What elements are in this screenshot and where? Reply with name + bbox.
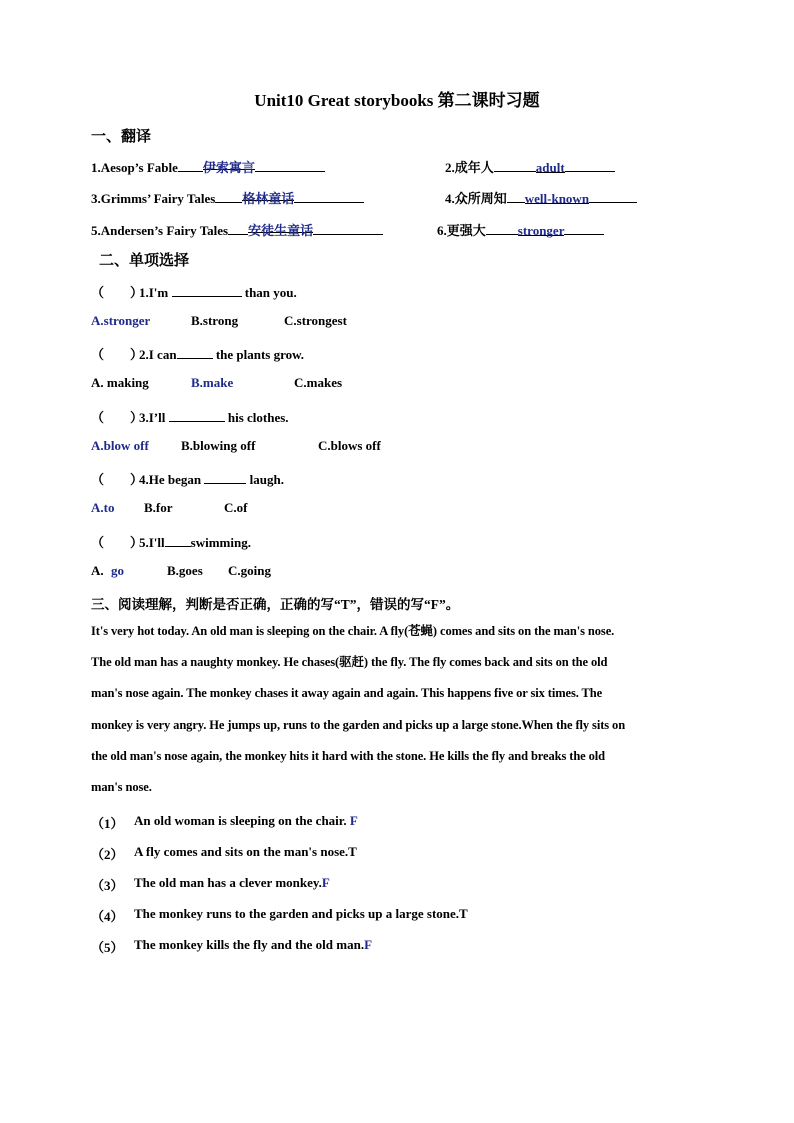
translation-item-2 xyxy=(445,157,615,176)
question-stem: 4.He began xyxy=(139,472,202,487)
answer-parentheses: （ ） xyxy=(91,410,144,425)
statement-text: The monkey runs to the garden and picks up a large stone. xyxy=(134,906,460,921)
passage-line: the old man's nose again, the monkey hits it hard with the stone. He kills the fly and breaks the old xyxy=(91,748,606,763)
statement-text: The old man has a clever monkey. xyxy=(134,875,322,890)
translation-item-4 xyxy=(445,188,637,207)
statement-answer: T xyxy=(348,844,357,859)
option-b: B.blowing off xyxy=(181,438,256,453)
option-c: C.going xyxy=(228,563,271,578)
answer-parentheses: （ ） xyxy=(91,472,144,487)
statement-answer: F xyxy=(349,813,358,828)
question-stem: 5.I'll xyxy=(139,535,165,550)
option-c: C.makes xyxy=(294,375,343,390)
mc-question-4 xyxy=(91,469,284,488)
option-a: A.stronger xyxy=(91,313,151,328)
statement-5 xyxy=(91,937,373,956)
option-c: C.blows off xyxy=(318,438,381,453)
mc-question-5 xyxy=(91,532,251,551)
mc-options-2 xyxy=(91,375,343,391)
translation-prompt: 6.更强大 xyxy=(437,223,486,238)
passage-line: The old man has a naughty monkey. He chases(驱赶) the fly. The fly comes back and sits on the old xyxy=(91,655,608,670)
statement-answer: F xyxy=(364,937,373,952)
question-stem: the plants grow. xyxy=(215,347,305,362)
page-title: Unit10 Great storybooks 第二课时习题 xyxy=(254,91,540,110)
statement-number: （1） xyxy=(91,816,124,831)
passage-line: man's nose. xyxy=(91,780,152,795)
translation-prompt: 5.Andersen’s Fairy Tales xyxy=(91,223,229,238)
question-stem: his clothes. xyxy=(227,410,289,425)
translation-answer: adult xyxy=(535,160,565,175)
section3-heading: 三、阅读理解，判断是否正确，正确的写“T”，错误的写“F”。 xyxy=(91,597,460,612)
option-b: B.goes xyxy=(167,563,203,578)
statement-number: （2） xyxy=(91,847,124,862)
statement-2 xyxy=(91,844,357,863)
statement-text: An old woman is sleeping on the chair. xyxy=(134,813,347,828)
answer-parentheses: （ ） xyxy=(91,535,144,550)
mc-question-3 xyxy=(91,407,289,426)
statement-4 xyxy=(91,906,468,925)
question-stem: 1.I'm xyxy=(139,285,169,300)
option-a: A. xyxy=(91,563,104,578)
mc-options-3 xyxy=(91,438,381,454)
translation-prompt: 1.Aesop’s Fable xyxy=(91,160,178,175)
reading-passage xyxy=(91,616,711,803)
statement-text: A fly comes and sits on the man's nose. xyxy=(134,844,349,859)
passage-line: It's very hot today. An old man is sleeping on the chair. A fly(苍蝇) comes and sits on the man's nose. xyxy=(91,624,615,638)
passage-line: man's nose again. The monkey chases it away again and again. This happens five or six times. The xyxy=(91,686,603,701)
translation-item-5 xyxy=(91,220,383,239)
translation-prompt: 2.成年人 xyxy=(445,160,494,175)
question-stem: than you. xyxy=(244,285,297,300)
option-a: A.blow off xyxy=(91,438,149,453)
answer-parentheses: （ ） xyxy=(91,285,144,300)
statement-text: The monkey kills the fly and the old man. xyxy=(134,937,365,952)
translation-answer: 格林童话 xyxy=(242,188,294,201)
translation-item-3 xyxy=(91,188,364,207)
mc-question-2 xyxy=(91,344,304,363)
mc-options-4 xyxy=(91,500,248,516)
translation-item-6 xyxy=(437,220,604,239)
statement-number: （5） xyxy=(91,940,124,955)
translation-prompt: 4.众所周知 xyxy=(445,191,507,206)
translation-item-1 xyxy=(91,157,325,176)
passage-line: monkey is very angry. He jumps up, runs to the garden and picks up a large stone.When the fly sits on xyxy=(91,717,626,732)
statement-answer: T xyxy=(459,906,468,921)
mc-options-5 xyxy=(91,563,271,579)
option-b: B.for xyxy=(144,500,173,515)
mc-options-1 xyxy=(91,313,347,329)
question-stem: 3.I’ll xyxy=(139,410,166,425)
question-stem: laugh. xyxy=(249,472,284,487)
option-c: C.strongest xyxy=(284,313,347,328)
statement-number: （3） xyxy=(91,878,124,893)
translation-answer: 伊索寓言 xyxy=(203,157,255,170)
section2-heading: 二、单项选择 xyxy=(99,253,190,269)
answer-parentheses: （ ） xyxy=(91,347,144,362)
question-stem: 2.I can xyxy=(139,347,177,362)
translation-answer: stronger xyxy=(517,223,565,238)
option-b: B.make xyxy=(191,375,234,390)
translation-prompt: 3.Grimms’ Fairy Tales xyxy=(91,191,216,206)
statement-number: （4） xyxy=(91,909,124,924)
statement-answer: F xyxy=(321,875,330,890)
option-c: C.of xyxy=(224,500,248,515)
question-stem: swimming. xyxy=(190,535,251,550)
option-a-value: go xyxy=(111,563,124,578)
option-a: A.to xyxy=(91,500,115,515)
translation-answer: well-known xyxy=(524,191,590,206)
statement-3 xyxy=(91,875,330,894)
option-b: B.strong xyxy=(191,313,239,328)
section1-heading: 一、翻译 xyxy=(91,129,152,145)
mc-question-1 xyxy=(91,282,297,301)
translation-answer: 安徒生童话 xyxy=(248,220,313,233)
option-a: A. making xyxy=(91,375,149,390)
statement-1 xyxy=(91,813,358,832)
